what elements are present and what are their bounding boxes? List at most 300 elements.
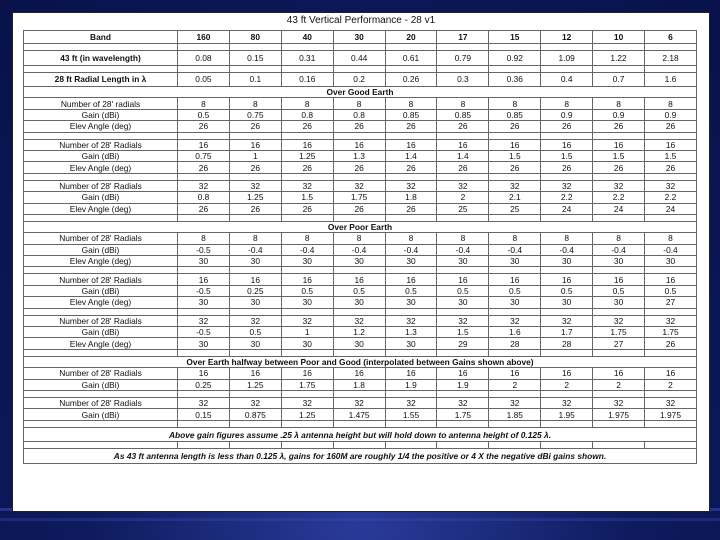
table-cell: 30 [281,338,333,349]
table-cell: 26 [281,162,333,173]
table-cell: -0.4 [489,244,541,255]
gain-row [24,109,697,120]
empty-cell [333,132,385,139]
empty-cell [385,214,437,221]
table-cell: 30 [437,256,489,267]
table-cell: 32 [385,397,437,408]
table-cell: 32 [333,397,385,408]
table-cell: 8 [385,98,437,109]
empty-cell [281,267,333,274]
footnote: Above gain figures assume .25 λ antenna height but will hold down to antenna height of 0.125 λ. [24,427,697,442]
empty-cell [541,308,593,315]
row-label: Elev Angle (deg) [24,256,178,267]
table-cell: 1.95 [541,409,593,420]
table-cell: 17 [437,31,489,44]
empty-cell [541,349,593,356]
table-cell: 0.5 [333,285,385,296]
table-cell: 32 [593,180,645,191]
table-cell: 12 [541,31,593,44]
empty-cell [541,173,593,180]
gain-row [24,244,697,255]
empty-cell [541,442,593,449]
table-cell: 26 [489,162,541,173]
table-cell: 40 [281,31,333,44]
table-cell: 1.5 [593,150,645,161]
gain-row [24,192,697,203]
table-cell: 0.16 [281,72,333,87]
empty-cell [281,173,333,180]
row-label: Number of 28' Radials [24,233,178,244]
table-cell: 1.55 [385,409,437,420]
table-cell: 16 [385,139,437,150]
table-cell: 30 [645,256,697,267]
table-cell: 0.61 [385,51,437,66]
table-cell: 30 [593,297,645,308]
radial-length-row [24,72,697,87]
scanned-table-sheet [12,12,710,512]
table-cell: 2.2 [541,192,593,203]
table-cell: 6 [645,31,697,44]
empty-cell [178,349,230,356]
table-cell: 0.25 [178,379,230,390]
table-cell: 8 [437,233,489,244]
table-cell: 8 [385,233,437,244]
table-cell: 26 [281,203,333,214]
table-cell: 1.975 [645,409,697,420]
table-cell: 26 [229,203,281,214]
empty-cell [645,349,697,356]
empty-cell [645,308,697,315]
table-cell: 0.08 [178,51,230,66]
table-cell: 0.5 [281,285,333,296]
empty-cell [178,214,230,221]
table-cell: 32 [178,180,230,191]
table-cell: 16 [541,274,593,285]
table-cell: 8 [281,98,333,109]
table-cell: 32 [593,397,645,408]
empty-cell [593,214,645,221]
empty-cell [645,267,697,274]
table-cell: 16 [281,139,333,150]
table-cell: 8 [229,98,281,109]
empty-cell [24,390,178,397]
table-cell: -0.4 [229,244,281,255]
table-cell: 30 [593,256,645,267]
empty-cell [437,267,489,274]
table-cell: 30 [385,256,437,267]
empty-cell [437,308,489,315]
gain-row [24,379,697,390]
table-cell: 16 [385,274,437,285]
table-cell: 8 [489,98,541,109]
table-cell: 32 [178,397,230,408]
table-cell: 10 [593,31,645,44]
empty-cell [489,349,541,356]
row-label: 28 ft Radial Length in λ [24,72,178,87]
table-cell: 30 [541,297,593,308]
empty-cell [645,132,697,139]
table-cell: 8 [541,98,593,109]
table-cell: 0.5 [593,285,645,296]
empty-cell [333,349,385,356]
table-cell: 30 [178,338,230,349]
empty-cell [593,308,645,315]
table-cell: 30 [489,256,541,267]
table-cell: 27 [593,338,645,349]
table-cell: 30 [541,256,593,267]
empty-cell [281,349,333,356]
empty-cell [229,44,281,51]
empty-cell [229,214,281,221]
gain-row [24,150,697,161]
table-cell: 16 [281,368,333,379]
empty-cell [541,132,593,139]
empty-cell [385,65,437,72]
table-cell: 2 [437,192,489,203]
table-cell: 30 [229,338,281,349]
elevation-row [24,256,697,267]
table-cell: 0.5 [385,285,437,296]
table-cell: 32 [645,315,697,326]
table-cell: 16 [645,274,697,285]
table-cell: 160 [178,31,230,44]
empty-cell [489,65,541,72]
empty-cell [24,44,178,51]
table-cell: 32 [229,397,281,408]
radials-count-row [24,315,697,326]
empty-cell [593,349,645,356]
good-earth-section [24,87,697,98]
table-cell: 2.2 [645,192,697,203]
empty-cell [593,267,645,274]
empty-cell [385,44,437,51]
table-cell: 16 [645,139,697,150]
empty-cell [178,267,230,274]
table-cell: 30 [281,297,333,308]
table-cell: 30 [437,297,489,308]
empty-cell [333,267,385,274]
empty-cell [437,420,489,427]
empty-cell [24,442,178,449]
halfway-earth-section [24,356,697,367]
empty-cell [333,390,385,397]
table-cell: 8 [281,233,333,244]
wavelength-row [24,51,697,66]
table-cell: 0.92 [489,51,541,66]
table-cell: 32 [489,180,541,191]
table-cell: 8 [593,98,645,109]
empty-cell [333,442,385,449]
empty-cell [281,442,333,449]
empty-cell [333,44,385,51]
table-cell: 1.5 [281,192,333,203]
table-cell: 2 [593,379,645,390]
empty-cell [645,420,697,427]
table-cell: 2 [489,379,541,390]
spacer-row [24,308,697,315]
empty-cell [385,267,437,274]
table-cell: 32 [645,397,697,408]
table-cell: 32 [437,180,489,191]
radials-count-row [24,233,697,244]
table-cell: 0.9 [645,109,697,120]
table-cell: 8 [333,98,385,109]
table-cell: 16 [437,368,489,379]
empty-cell [385,420,437,427]
footnote: As 43 ft antenna length is less than 0.125 λ, gains for 160M are roughly 1/4 the positive or 4 X the negative dBi gains shown. [24,449,697,464]
elevation-row [24,121,697,132]
row-label: Number of 28' radials [24,98,178,109]
table-cell: 1.5 [437,327,489,338]
table-cell: 30 [385,338,437,349]
spacer-row [24,420,697,427]
empty-cell [178,44,230,51]
row-label: Number of 28' Radials [24,274,178,285]
table-cell: 0.36 [489,72,541,87]
table-cell: 28 [541,338,593,349]
table-cell: -0.4 [437,244,489,255]
empty-cell [593,65,645,72]
table-cell: 16 [437,139,489,150]
empty-cell [385,308,437,315]
table-cell: 0.5 [645,285,697,296]
spacer-row [24,132,697,139]
poor-earth-section [24,221,697,232]
table-cell: 32 [333,180,385,191]
empty-cell [385,390,437,397]
row-label: Elev Angle (deg) [24,203,178,214]
empty-cell [229,65,281,72]
table-cell: 1.25 [281,409,333,420]
table-cell: 26 [178,162,230,173]
table-cell: 24 [541,203,593,214]
table-cell: 32 [489,315,541,326]
empty-cell [489,442,541,449]
table-cell: 0.85 [437,109,489,120]
table-cell: 0.1 [229,72,281,87]
table-cell: 0.15 [229,51,281,66]
empty-cell [437,349,489,356]
table-cell: 16 [645,368,697,379]
table-cell: 32 [593,315,645,326]
gain-row [24,409,697,420]
spacer-row [24,267,697,274]
table-cell: 0.8 [333,109,385,120]
empty-cell [333,65,385,72]
empty-cell [178,65,230,72]
table-cell: 8 [229,233,281,244]
table-cell: 1.75 [645,327,697,338]
table-cell: 1.75 [593,327,645,338]
table-cell: 32 [178,315,230,326]
empty-cell [645,214,697,221]
table-cell: 20 [385,31,437,44]
empty-cell [593,390,645,397]
table-cell: 0.9 [541,109,593,120]
empty-cell [229,173,281,180]
table-cell: 30 [489,297,541,308]
empty-cell [437,442,489,449]
spacer-row [24,442,697,449]
table-cell: 8 [489,233,541,244]
empty-cell [281,65,333,72]
empty-cell [229,420,281,427]
table-cell: -0.4 [385,244,437,255]
table-cell: 1.25 [229,192,281,203]
empty-cell [229,308,281,315]
table-cell: 0.05 [178,72,230,87]
empty-cell [24,132,178,139]
table-cell: 1 [229,150,281,161]
elevation-row [24,338,697,349]
table-cell: 16 [229,274,281,285]
table-cell: 26 [333,162,385,173]
empty-cell [229,349,281,356]
table-cell: 16 [593,368,645,379]
table-cell: 1.75 [333,192,385,203]
table-cell: 0.75 [178,150,230,161]
empty-cell [385,349,437,356]
radials-count-row [24,139,697,150]
table-cell: 0.9 [593,109,645,120]
empty-cell [437,173,489,180]
table-cell: 8 [645,233,697,244]
table-cell: 1.85 [489,409,541,420]
empty-cell [281,308,333,315]
radials-count-row [24,397,697,408]
empty-cell [333,214,385,221]
empty-cell [281,132,333,139]
table-cell: -0.4 [645,244,697,255]
empty-cell [489,44,541,51]
table-cell: 26 [385,121,437,132]
table-cell: 1.6 [645,72,697,87]
table-cell: 16 [178,139,230,150]
table-cell: 26 [437,162,489,173]
table-cell: 25 [489,203,541,214]
empty-cell [229,442,281,449]
table-cell: -0.4 [593,244,645,255]
table-cell: 15 [489,31,541,44]
table-cell: 2.18 [645,51,697,66]
table-cell: 25 [437,203,489,214]
table-cell: 26 [541,121,593,132]
table-cell: 1 [281,327,333,338]
footnote-row [24,449,697,464]
table-cell: 26 [229,162,281,173]
empty-cell [593,173,645,180]
empty-cell [489,267,541,274]
table-cell: 1.75 [281,379,333,390]
empty-cell [24,65,178,72]
table-cell: 16 [333,368,385,379]
row-label: Number of 28' Radials [24,315,178,326]
elevation-row [24,203,697,214]
table-cell: 32 [541,315,593,326]
empty-cell [229,390,281,397]
table-cell: 32 [541,397,593,408]
empty-cell [333,173,385,180]
table-cell: 0.75 [229,109,281,120]
table-cell: 1.9 [385,379,437,390]
decorative-stripe [0,518,720,521]
empty-cell [593,132,645,139]
empty-cell [593,44,645,51]
table-cell: 30 [281,256,333,267]
radials-count-row [24,98,697,109]
table-cell: -0.5 [178,285,230,296]
table-cell: 0.5 [541,285,593,296]
table-cell: 32 [437,315,489,326]
table-cell: 1.9 [437,379,489,390]
table-cell: 1.975 [593,409,645,420]
empty-cell [645,65,697,72]
table-cell: 0.15 [178,409,230,420]
empty-cell [281,214,333,221]
empty-cell [541,44,593,51]
table-cell: 0.26 [385,72,437,87]
performance-table [23,30,697,464]
table-cell: 0.25 [229,285,281,296]
table-cell: 32 [281,180,333,191]
table-cell: 26 [333,203,385,214]
empty-cell [541,214,593,221]
row-label: Elev Angle (deg) [24,297,178,308]
elevation-row [24,297,697,308]
table-cell: 1.5 [645,150,697,161]
table-cell: 1.09 [541,51,593,66]
empty-cell [178,308,230,315]
elevation-row [24,162,697,173]
table-cell: 32 [281,397,333,408]
empty-cell [385,132,437,139]
table-cell: 1.8 [333,379,385,390]
table-cell: 0.85 [385,109,437,120]
table-cell: 16 [489,274,541,285]
table-cell: 16 [593,139,645,150]
table-cell: 30 [229,297,281,308]
table-cell: 30 [178,297,230,308]
table-cell: 8 [593,233,645,244]
empty-cell [489,420,541,427]
row-label: Gain (dBi) [24,150,178,161]
row-label: Number of 28' Radials [24,368,178,379]
table-cell: 30 [333,256,385,267]
empty-cell [489,390,541,397]
empty-cell [541,65,593,72]
table-cell: 26 [281,121,333,132]
table-cell: 16 [541,368,593,379]
table-cell: 26 [645,162,697,173]
table-cell: 0.5 [178,109,230,120]
band-header-row [24,31,697,44]
table-cell: 0.44 [333,51,385,66]
row-label: Elev Angle (deg) [24,121,178,132]
table-cell: 2.2 [593,192,645,203]
spacer-row [24,349,697,356]
table-cell: 1.5 [489,150,541,161]
empty-cell [24,349,178,356]
row-label: Gain (dBi) [24,285,178,296]
gain-row [24,285,697,296]
table-cell: 30 [178,256,230,267]
spacer-row [24,390,697,397]
empty-cell [24,420,178,427]
table-cell: 16 [178,274,230,285]
table-cell: 0.8 [281,109,333,120]
table-cell: 0.85 [489,109,541,120]
empty-cell [178,132,230,139]
